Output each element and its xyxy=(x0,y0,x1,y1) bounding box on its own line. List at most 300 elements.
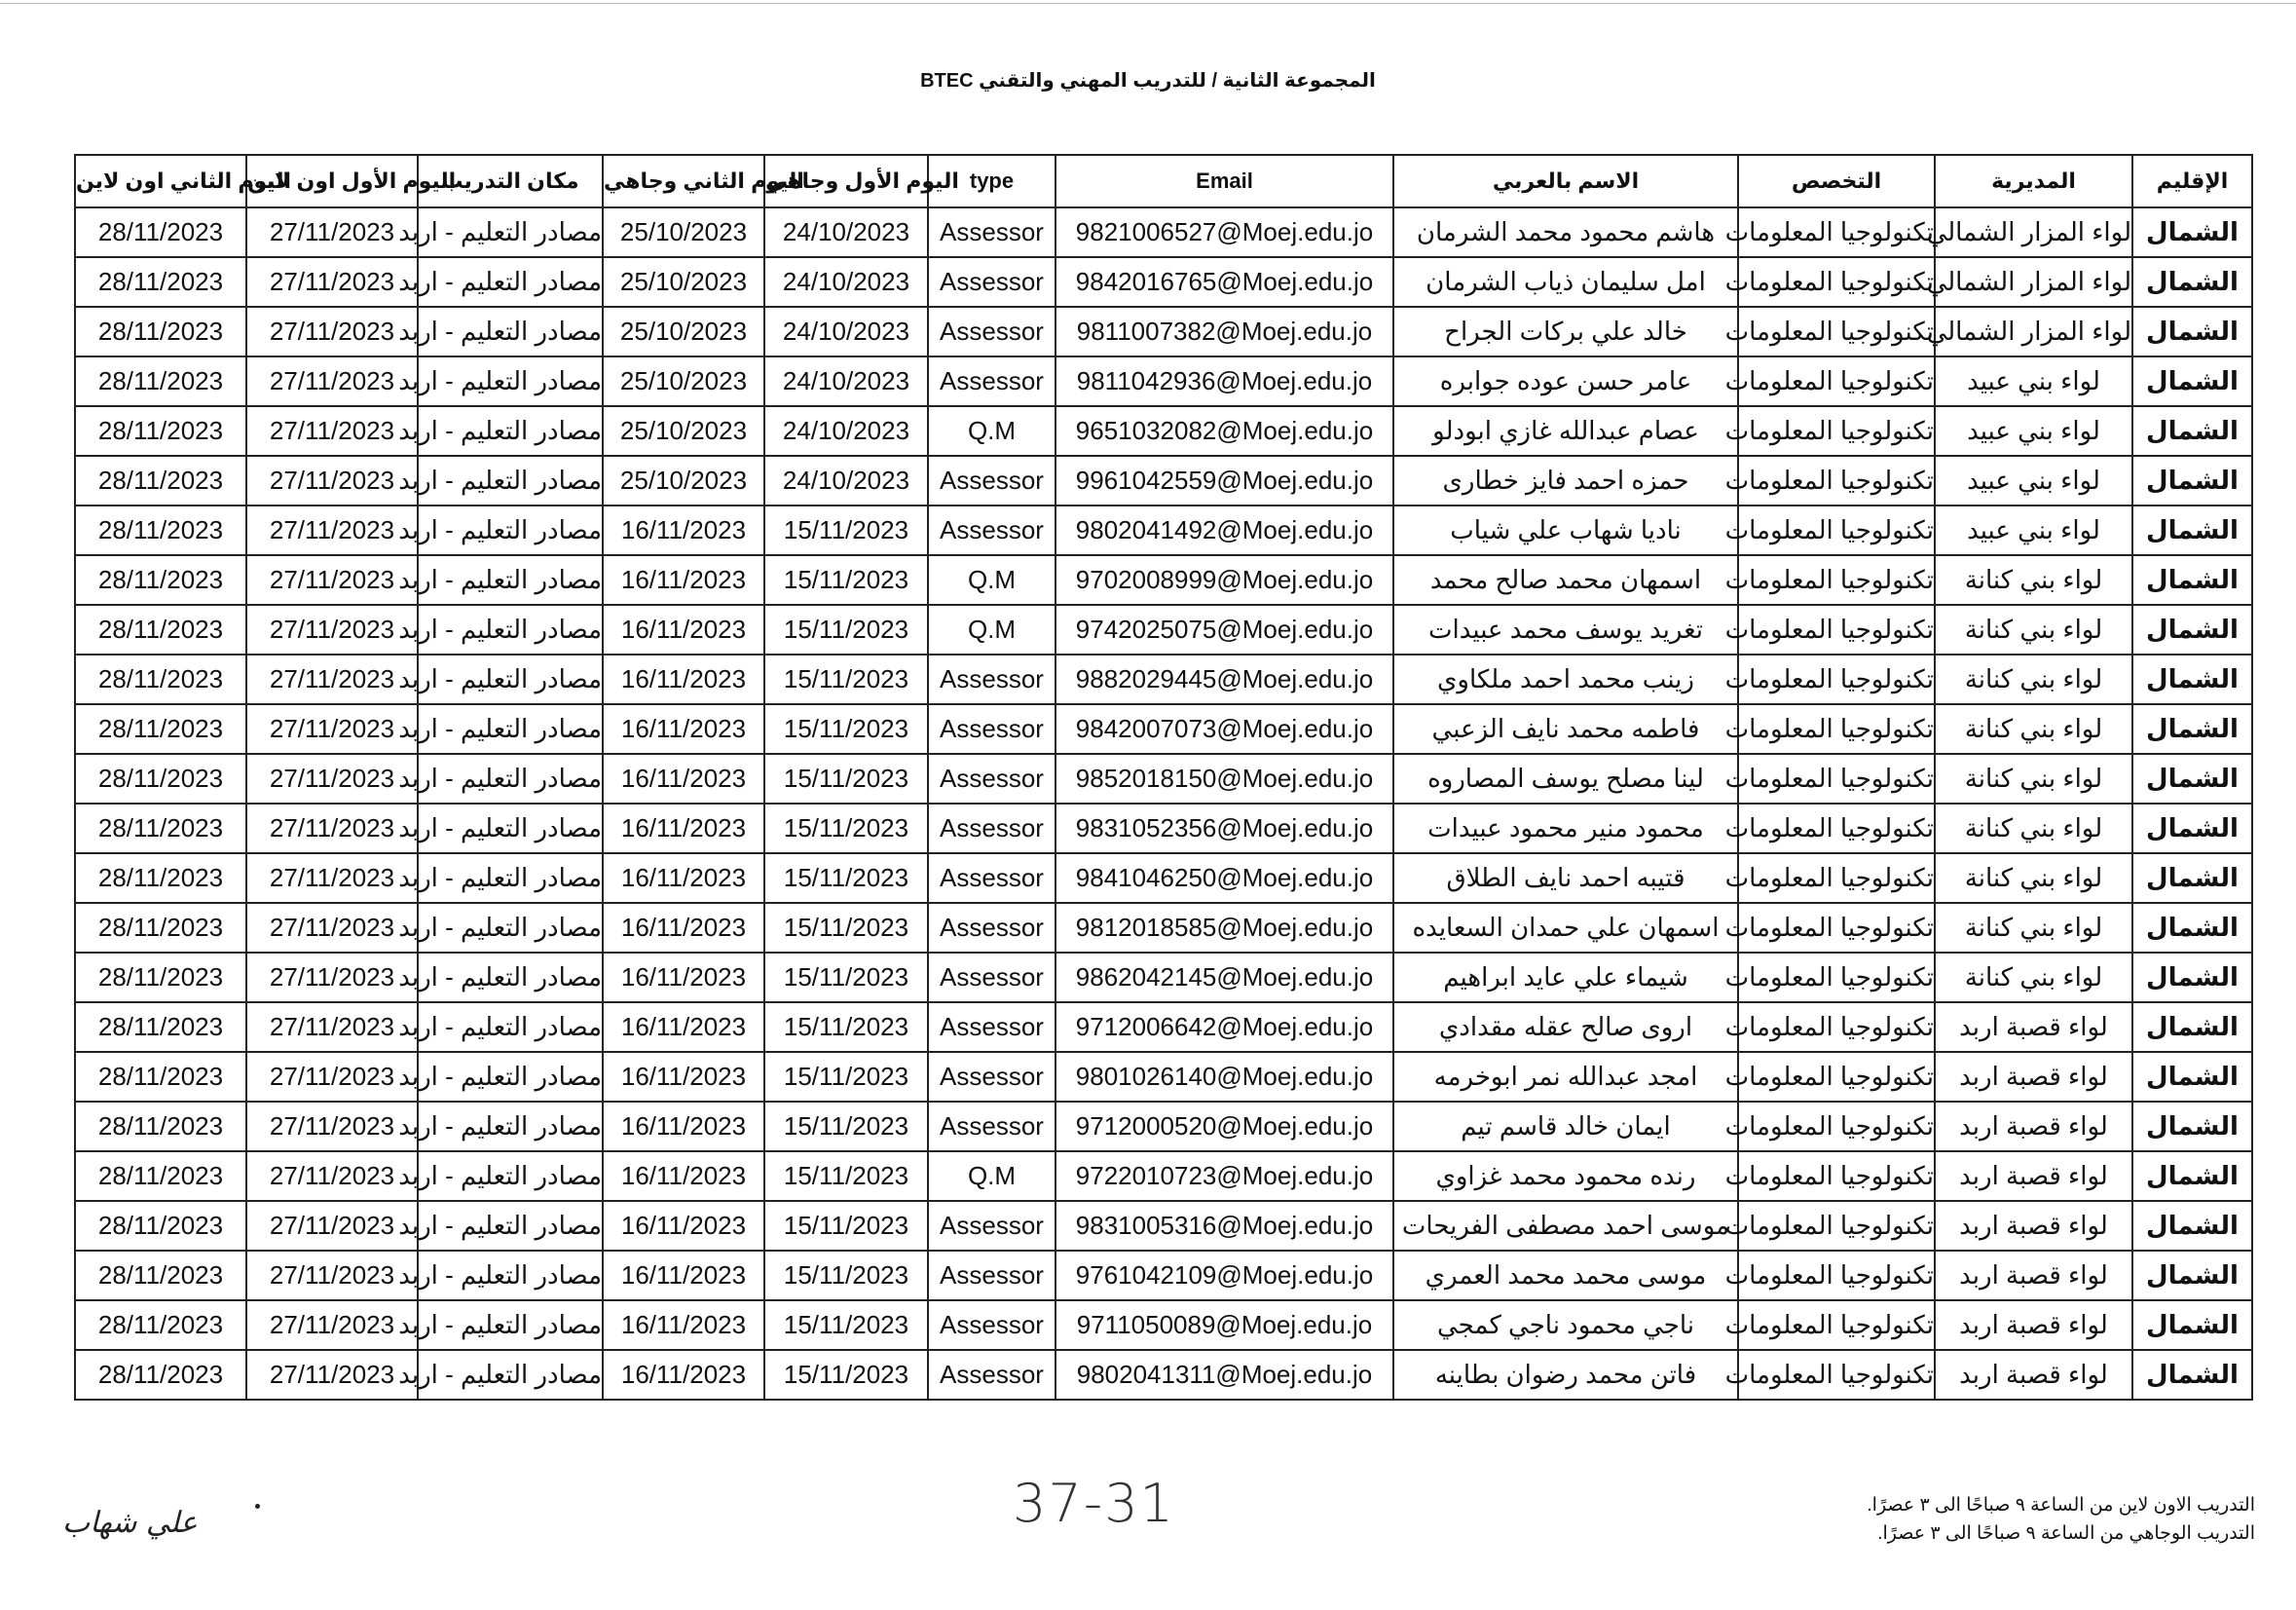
cell-specialty: تكنولوجيا المعلومات xyxy=(1738,456,1935,505)
cell-type: Q.M xyxy=(928,1151,1055,1201)
cell-day2-f2f: 16/11/2023 xyxy=(603,655,764,704)
table-row xyxy=(75,903,2252,953)
cell-type: Assessor xyxy=(928,505,1055,555)
table-row xyxy=(75,754,2252,804)
cell-day1-online: 27/11/2023 xyxy=(246,456,418,505)
cell-training-place: مصادر التعليم - اربد xyxy=(418,505,603,555)
cell-training-place: مصادر التعليم - اربد xyxy=(418,853,603,903)
cell-directorate: لواء بني كنانة xyxy=(1935,754,2132,804)
cell-day2-online: 28/11/2023 xyxy=(75,207,246,257)
cell-region: الشمال xyxy=(2132,953,2252,1002)
cell-directorate: لواء بني عبيد xyxy=(1935,406,2132,456)
cell-day1-f2f: 15/11/2023 xyxy=(764,953,928,1002)
cell-training-place: مصادر التعليم - اربد xyxy=(418,804,603,853)
cell-day2-f2f: 16/11/2023 xyxy=(603,605,764,655)
cell-day2-f2f: 25/10/2023 xyxy=(603,207,764,257)
cell-specialty: تكنولوجيا المعلومات xyxy=(1738,1300,1935,1350)
cell-arabic-name: اسمهان محمد صالح محمد xyxy=(1393,555,1738,605)
cell-day1-online: 27/11/2023 xyxy=(246,356,418,406)
cell-email: 9712000520@Moej.edu.jo xyxy=(1055,1102,1393,1151)
cell-arabic-name: امل سليمان ذياب الشرمان xyxy=(1393,257,1738,307)
cell-day2-online: 28/11/2023 xyxy=(75,456,246,505)
cell-email: 9842016765@Moej.edu.jo xyxy=(1055,257,1393,307)
cell-arabic-name: اروى صالح عقله مقدادي xyxy=(1393,1002,1738,1052)
cell-day1-f2f: 15/11/2023 xyxy=(764,754,928,804)
table-row xyxy=(75,605,2252,655)
table-row xyxy=(75,257,2252,307)
cell-type: Assessor xyxy=(928,903,1055,953)
cell-day1-online: 27/11/2023 xyxy=(246,307,418,356)
cell-specialty: تكنولوجيا المعلومات xyxy=(1738,704,1935,754)
table-row xyxy=(75,1151,2252,1201)
cell-type: Assessor xyxy=(928,1300,1055,1350)
cell-type: Assessor xyxy=(928,754,1055,804)
cell-region: الشمال xyxy=(2132,903,2252,953)
cell-day2-f2f: 16/11/2023 xyxy=(603,1002,764,1052)
cell-arabic-name: ناجي محمود ناجي كمجي xyxy=(1393,1300,1738,1350)
cell-email: 9841046250@Moej.edu.jo xyxy=(1055,853,1393,903)
cell-day2-f2f: 25/10/2023 xyxy=(603,356,764,406)
cell-day1-f2f: 24/10/2023 xyxy=(764,207,928,257)
cell-type: Q.M xyxy=(928,555,1055,605)
cell-specialty: تكنولوجيا المعلومات xyxy=(1738,903,1935,953)
cell-day1-f2f: 15/11/2023 xyxy=(764,1201,928,1251)
header-arabic-name: الاسم بالعربي xyxy=(1393,155,1738,207)
cell-specialty: تكنولوجيا المعلومات xyxy=(1738,853,1935,903)
cell-region: الشمال xyxy=(2132,555,2252,605)
cell-directorate: لواء بني عبيد xyxy=(1935,505,2132,555)
table-row xyxy=(75,1300,2252,1350)
cell-day2-online: 28/11/2023 xyxy=(75,605,246,655)
cell-directorate: لواء قصبة اربد xyxy=(1935,1350,2132,1400)
cell-training-place: مصادر التعليم - اربد xyxy=(418,1151,603,1201)
cell-training-place: مصادر التعليم - اربد xyxy=(418,456,603,505)
handwritten-page-number: 37-31 xyxy=(1013,1473,1175,1534)
header-day2-f2f: اليوم الثاني وجاهي xyxy=(603,155,764,207)
cell-specialty: تكنولوجيا المعلومات xyxy=(1738,1350,1935,1400)
cell-arabic-name: فاطمه محمد نايف الزعبي xyxy=(1393,704,1738,754)
table-row xyxy=(75,505,2252,555)
cell-training-place: مصادر التعليم - اربد xyxy=(418,754,603,804)
cell-day1-f2f: 15/11/2023 xyxy=(764,1300,928,1350)
cell-day2-online: 28/11/2023 xyxy=(75,903,246,953)
table-row xyxy=(75,555,2252,605)
cell-arabic-name: رنده محمود محمد غزاوي xyxy=(1393,1151,1738,1201)
cell-directorate: لواء بني كنانة xyxy=(1935,853,2132,903)
cell-day2-online: 28/11/2023 xyxy=(75,754,246,804)
cell-email: 9882029445@Moej.edu.jo xyxy=(1055,655,1393,704)
cell-training-place: مصادر التعليم - اربد xyxy=(418,655,603,704)
table-row xyxy=(75,655,2252,704)
cell-day2-online: 28/11/2023 xyxy=(75,406,246,456)
cell-directorate: لواء قصبة اربد xyxy=(1935,1102,2132,1151)
cell-directorate: لواء بني كنانة xyxy=(1935,605,2132,655)
cell-region: الشمال xyxy=(2132,406,2252,456)
cell-training-place: مصادر التعليم - اربد xyxy=(418,1300,603,1350)
cell-day1-f2f: 15/11/2023 xyxy=(764,1102,928,1151)
cell-day2-online: 28/11/2023 xyxy=(75,257,246,307)
cell-specialty: تكنولوجيا المعلومات xyxy=(1738,307,1935,356)
cell-day1-f2f: 24/10/2023 xyxy=(764,356,928,406)
handwritten-signature: علي شهاب xyxy=(62,1506,198,1540)
cell-training-place: مصادر التعليم - اربد xyxy=(418,1201,603,1251)
cell-email: 9722010723@Moej.edu.jo xyxy=(1055,1151,1393,1201)
cell-day1-f2f: 15/11/2023 xyxy=(764,505,928,555)
cell-specialty: تكنولوجيا المعلومات xyxy=(1738,505,1935,555)
cell-day2-online: 28/11/2023 xyxy=(75,1201,246,1251)
header-directorate: المديرية xyxy=(1935,155,2132,207)
cell-day1-f2f: 15/11/2023 xyxy=(764,1151,928,1201)
table-row xyxy=(75,1350,2252,1400)
cell-day1-f2f: 15/11/2023 xyxy=(764,1052,928,1102)
cell-arabic-name: امجد عبدالله نمر ابوخرمه xyxy=(1393,1052,1738,1102)
cell-day1-f2f: 15/11/2023 xyxy=(764,1002,928,1052)
cell-day2-online: 28/11/2023 xyxy=(75,804,246,853)
cell-type: Assessor xyxy=(928,804,1055,853)
cell-type: Q.M xyxy=(928,406,1055,456)
cell-region: الشمال xyxy=(2132,1251,2252,1300)
cell-email: 9862042145@Moej.edu.jo xyxy=(1055,953,1393,1002)
cell-type: Assessor xyxy=(928,1052,1055,1102)
cell-day1-online: 27/11/2023 xyxy=(246,754,418,804)
cell-specialty: تكنولوجيا المعلومات xyxy=(1738,953,1935,1002)
cell-specialty: تكنولوجيا المعلومات xyxy=(1738,1102,1935,1151)
cell-day1-f2f: 15/11/2023 xyxy=(764,804,928,853)
cell-type: Assessor xyxy=(928,257,1055,307)
cell-region: الشمال xyxy=(2132,1151,2252,1201)
cell-arabic-name: حمزه احمد فايز خطارى xyxy=(1393,456,1738,505)
cell-directorate: لواء قصبة اربد xyxy=(1935,1151,2132,1201)
cell-directorate: لواء قصبة اربد xyxy=(1935,1300,2132,1350)
cell-email: 9651032082@Moej.edu.jo xyxy=(1055,406,1393,456)
cell-arabic-name: موسى احمد مصطفى الفريحات xyxy=(1393,1201,1738,1251)
trainees-table xyxy=(74,154,2253,1401)
cell-region: الشمال xyxy=(2132,853,2252,903)
cell-day1-f2f: 24/10/2023 xyxy=(764,406,928,456)
cell-type: Assessor xyxy=(928,704,1055,754)
cell-region: الشمال xyxy=(2132,356,2252,406)
cell-training-place: مصادر التعليم - اربد xyxy=(418,406,603,456)
cell-arabic-name: اسمهان علي حمدان السعايده xyxy=(1393,903,1738,953)
cell-specialty: تكنولوجيا المعلومات xyxy=(1738,257,1935,307)
cell-region: الشمال xyxy=(2132,1300,2252,1350)
table-row xyxy=(75,1201,2252,1251)
cell-arabic-name: خالد علي بركات الجراح xyxy=(1393,307,1738,356)
cell-day1-online: 27/11/2023 xyxy=(246,1201,418,1251)
page-title: المجموعة الثانية / للتدريب المهني والتقني BTEC xyxy=(920,70,1376,92)
cell-type: Assessor xyxy=(928,655,1055,704)
cell-day2-online: 28/11/2023 xyxy=(75,953,246,1002)
cell-day2-f2f: 16/11/2023 xyxy=(603,704,764,754)
cell-day2-online: 28/11/2023 xyxy=(75,704,246,754)
cell-training-place: مصادر التعليم - اربد xyxy=(418,605,603,655)
cell-directorate: لواء بني عبيد xyxy=(1935,356,2132,406)
cell-day2-f2f: 16/11/2023 xyxy=(603,555,764,605)
cell-type: Assessor xyxy=(928,1002,1055,1052)
cell-directorate: لواء قصبة اربد xyxy=(1935,1201,2132,1251)
cell-region: الشمال xyxy=(2132,456,2252,505)
cell-training-place: مصادر التعليم - اربد xyxy=(418,953,603,1002)
ink-dot xyxy=(255,1504,260,1509)
cell-day1-online: 27/11/2023 xyxy=(246,853,418,903)
cell-specialty: تكنولوجيا المعلومات xyxy=(1738,356,1935,406)
cell-directorate: لواء المزار الشمالي xyxy=(1935,207,2132,257)
cell-email: 9742025075@Moej.edu.jo xyxy=(1055,605,1393,655)
cell-day2-f2f: 16/11/2023 xyxy=(603,1102,764,1151)
cell-arabic-name: قتيبه احمد نايف الطلاق xyxy=(1393,853,1738,903)
cell-day1-f2f: 15/11/2023 xyxy=(764,704,928,754)
cell-training-place: مصادر التعليم - اربد xyxy=(418,1251,603,1300)
top-edge-line xyxy=(0,3,2296,4)
cell-email: 9821006527@Moej.edu.jo xyxy=(1055,207,1393,257)
cell-email: 9811042936@Moej.edu.jo xyxy=(1055,356,1393,406)
cell-day1-online: 27/11/2023 xyxy=(246,207,418,257)
cell-day1-online: 27/11/2023 xyxy=(246,1251,418,1300)
cell-region: الشمال xyxy=(2132,1002,2252,1052)
cell-training-place: مصادر التعليم - اربد xyxy=(418,257,603,307)
header-email: Email xyxy=(1055,155,1393,207)
cell-specialty: تكنولوجيا المعلومات xyxy=(1738,1052,1935,1102)
cell-email: 9711050089@Moej.edu.jo xyxy=(1055,1300,1393,1350)
cell-training-place: مصادر التعليم - اربد xyxy=(418,356,603,406)
cell-day2-f2f: 16/11/2023 xyxy=(603,1201,764,1251)
cell-arabic-name: فاتن محمد رضوان بطاينه xyxy=(1393,1350,1738,1400)
cell-directorate: لواء بني كنانة xyxy=(1935,704,2132,754)
cell-arabic-name: موسى محمد محمد العمري xyxy=(1393,1251,1738,1300)
cell-day2-f2f: 16/11/2023 xyxy=(603,853,764,903)
cell-training-place: مصادر التعليم - اربد xyxy=(418,1102,603,1151)
cell-email: 9852018150@Moej.edu.jo xyxy=(1055,754,1393,804)
table-body xyxy=(75,207,2252,1400)
cell-type: Q.M xyxy=(928,605,1055,655)
cell-type: Assessor xyxy=(928,356,1055,406)
cell-arabic-name: عامر حسن عوده جوابره xyxy=(1393,356,1738,406)
cell-email: 9811007382@Moej.edu.jo xyxy=(1055,307,1393,356)
cell-email: 9831005316@Moej.edu.jo xyxy=(1055,1201,1393,1251)
cell-specialty: تكنولوجيا المعلومات xyxy=(1738,655,1935,704)
cell-email: 9761042109@Moej.edu.jo xyxy=(1055,1251,1393,1300)
table-row xyxy=(75,356,2252,406)
table-row xyxy=(75,406,2252,456)
cell-day2-f2f: 25/10/2023 xyxy=(603,257,764,307)
cell-specialty: تكنولوجيا المعلومات xyxy=(1738,406,1935,456)
cell-day1-online: 27/11/2023 xyxy=(246,1102,418,1151)
cell-day2-online: 28/11/2023 xyxy=(75,1300,246,1350)
f2f-training-note: التدريب الوجاهي من الساعة ٩ صباحًا الى ٣ عصرًا. xyxy=(1877,1523,2255,1544)
cell-type: Assessor xyxy=(928,307,1055,356)
cell-arabic-name: ايمان خالد قاسم تيم xyxy=(1393,1102,1738,1151)
cell-day1-online: 27/11/2023 xyxy=(246,406,418,456)
cell-email: 9802041311@Moej.edu.jo xyxy=(1055,1350,1393,1400)
cell-day1-f2f: 15/11/2023 xyxy=(764,605,928,655)
cell-day2-f2f: 16/11/2023 xyxy=(603,754,764,804)
cell-region: الشمال xyxy=(2132,207,2252,257)
cell-email: 9842007073@Moej.edu.jo xyxy=(1055,704,1393,754)
cell-training-place: مصادر التعليم - اربد xyxy=(418,1052,603,1102)
header-specialty: التخصص xyxy=(1738,155,1935,207)
cell-training-place: مصادر التعليم - اربد xyxy=(418,307,603,356)
cell-region: الشمال xyxy=(2132,1350,2252,1400)
cell-directorate: لواء قصبة اربد xyxy=(1935,1251,2132,1300)
cell-day2-online: 28/11/2023 xyxy=(75,1350,246,1400)
table-row xyxy=(75,1002,2252,1052)
cell-day2-online: 28/11/2023 xyxy=(75,1251,246,1300)
cell-day1-online: 27/11/2023 xyxy=(246,605,418,655)
cell-type: Assessor xyxy=(928,456,1055,505)
cell-training-place: مصادر التعليم - اربد xyxy=(418,704,603,754)
cell-region: الشمال xyxy=(2132,257,2252,307)
cell-directorate: لواء بني عبيد xyxy=(1935,456,2132,505)
header-type: type xyxy=(928,155,1055,207)
cell-training-place: مصادر التعليم - اربد xyxy=(418,1002,603,1052)
cell-type: Assessor xyxy=(928,853,1055,903)
cell-region: الشمال xyxy=(2132,804,2252,853)
cell-region: الشمال xyxy=(2132,1052,2252,1102)
cell-day2-online: 28/11/2023 xyxy=(75,1052,246,1102)
cell-day1-online: 27/11/2023 xyxy=(246,1350,418,1400)
cell-directorate: لواء المزار الشمالي xyxy=(1935,257,2132,307)
table-row xyxy=(75,456,2252,505)
cell-day1-f2f: 15/11/2023 xyxy=(764,903,928,953)
cell-specialty: تكنولوجيا المعلومات xyxy=(1738,1151,1935,1201)
cell-region: الشمال xyxy=(2132,754,2252,804)
cell-day1-f2f: 15/11/2023 xyxy=(764,853,928,903)
cell-type: Assessor xyxy=(928,207,1055,257)
cell-arabic-name: تغريد يوسف محمد عبيدات xyxy=(1393,605,1738,655)
cell-day2-f2f: 16/11/2023 xyxy=(603,1052,764,1102)
cell-arabic-name: شيماء علي عايد ابراهيم xyxy=(1393,953,1738,1002)
table-header-row xyxy=(75,155,2252,207)
cell-day2-online: 28/11/2023 xyxy=(75,505,246,555)
cell-region: الشمال xyxy=(2132,1201,2252,1251)
table-row xyxy=(75,804,2252,853)
cell-type: Assessor xyxy=(928,1201,1055,1251)
cell-day1-online: 27/11/2023 xyxy=(246,555,418,605)
cell-day1-f2f: 24/10/2023 xyxy=(764,456,928,505)
cell-day1-online: 27/11/2023 xyxy=(246,505,418,555)
cell-directorate: لواء بني كنانة xyxy=(1935,953,2132,1002)
cell-directorate: لواء بني كنانة xyxy=(1935,804,2132,853)
header-training-place: مكان التدريب xyxy=(418,155,603,207)
cell-day2-f2f: 16/11/2023 xyxy=(603,903,764,953)
cell-day1-online: 27/11/2023 xyxy=(246,1052,418,1102)
cell-type: Assessor xyxy=(928,1102,1055,1151)
cell-region: الشمال xyxy=(2132,704,2252,754)
cell-day1-f2f: 24/10/2023 xyxy=(764,257,928,307)
cell-day1-f2f: 15/11/2023 xyxy=(764,655,928,704)
cell-arabic-name: لينا مصلح يوسف المصاروه xyxy=(1393,754,1738,804)
cell-email: 9712006642@Moej.edu.jo xyxy=(1055,1002,1393,1052)
cell-day2-online: 28/11/2023 xyxy=(75,655,246,704)
cell-day1-online: 27/11/2023 xyxy=(246,655,418,704)
cell-day2-f2f: 16/11/2023 xyxy=(603,1151,764,1201)
header-day2-online: اليوم الثاني اون لاين xyxy=(75,155,246,207)
cell-day2-f2f: 25/10/2023 xyxy=(603,307,764,356)
cell-email: 9831052356@Moej.edu.jo xyxy=(1055,804,1393,853)
cell-day2-f2f: 16/11/2023 xyxy=(603,953,764,1002)
cell-directorate: لواء المزار الشمالي xyxy=(1935,307,2132,356)
header-day1-online: اليوم الأول اون لاين xyxy=(246,155,418,207)
cell-training-place: مصادر التعليم - اربد xyxy=(418,1350,603,1400)
cell-region: الشمال xyxy=(2132,1102,2252,1151)
cell-day2-f2f: 16/11/2023 xyxy=(603,1251,764,1300)
cell-day2-online: 28/11/2023 xyxy=(75,307,246,356)
header-region: الإقليم xyxy=(2132,155,2252,207)
cell-specialty: تكنولوجيا المعلومات xyxy=(1738,754,1935,804)
cell-day1-online: 27/11/2023 xyxy=(246,1300,418,1350)
cell-specialty: تكنولوجيا المعلومات xyxy=(1738,207,1935,257)
cell-specialty: تكنولوجيا المعلومات xyxy=(1738,1251,1935,1300)
cell-training-place: مصادر التعليم - اربد xyxy=(418,903,603,953)
table-row xyxy=(75,1102,2252,1151)
table-row xyxy=(75,1251,2252,1300)
cell-day1-online: 27/11/2023 xyxy=(246,257,418,307)
table-row xyxy=(75,953,2252,1002)
cell-directorate: لواء بني كنانة xyxy=(1935,903,2132,953)
cell-day1-online: 27/11/2023 xyxy=(246,903,418,953)
cell-day1-online: 27/11/2023 xyxy=(246,804,418,853)
cell-day1-online: 27/11/2023 xyxy=(246,953,418,1002)
cell-region: الشمال xyxy=(2132,307,2252,356)
cell-directorate: لواء بني كنانة xyxy=(1935,655,2132,704)
cell-specialty: تكنولوجيا المعلومات xyxy=(1738,605,1935,655)
table-row xyxy=(75,704,2252,754)
cell-specialty: تكنولوجيا المعلومات xyxy=(1738,1201,1935,1251)
cell-training-place: مصادر التعليم - اربد xyxy=(418,555,603,605)
cell-day2-f2f: 25/10/2023 xyxy=(603,456,764,505)
cell-email: 9961042559@Moej.edu.jo xyxy=(1055,456,1393,505)
cell-training-place: مصادر التعليم - اربد xyxy=(418,207,603,257)
cell-day1-f2f: 15/11/2023 xyxy=(764,1251,928,1300)
cell-day1-f2f: 15/11/2023 xyxy=(764,1350,928,1400)
cell-type: Assessor xyxy=(928,1251,1055,1300)
table-row xyxy=(75,853,2252,903)
cell-arabic-name: زينب محمد احمد ملكاوي xyxy=(1393,655,1738,704)
cell-email: 9702008999@Moej.edu.jo xyxy=(1055,555,1393,605)
header-day1-f2f: اليوم الأول وجاهي xyxy=(764,155,928,207)
cell-day1-f2f: 15/11/2023 xyxy=(764,555,928,605)
cell-directorate: لواء قصبة اربد xyxy=(1935,1002,2132,1052)
cell-directorate: لواء قصبة اربد xyxy=(1935,1052,2132,1102)
cell-day2-f2f: 16/11/2023 xyxy=(603,804,764,853)
cell-arabic-name: عصام عبدالله غازي ابودلو xyxy=(1393,406,1738,456)
cell-type: Assessor xyxy=(928,1350,1055,1400)
cell-day1-f2f: 24/10/2023 xyxy=(764,307,928,356)
cell-directorate: لواء بني كنانة xyxy=(1935,555,2132,605)
cell-region: الشمال xyxy=(2132,505,2252,555)
cell-region: الشمال xyxy=(2132,655,2252,704)
cell-day2-f2f: 16/11/2023 xyxy=(603,505,764,555)
cell-day2-online: 28/11/2023 xyxy=(75,853,246,903)
cell-day2-online: 28/11/2023 xyxy=(75,1002,246,1052)
cell-day1-online: 27/11/2023 xyxy=(246,704,418,754)
cell-day2-online: 28/11/2023 xyxy=(75,555,246,605)
table-row xyxy=(75,207,2252,257)
cell-day2-online: 28/11/2023 xyxy=(75,356,246,406)
cell-day2-f2f: 25/10/2023 xyxy=(603,406,764,456)
online-training-note: التدريب الاون لاين من الساعة ٩ صباحًا الى ٣ عصرًا. xyxy=(1867,1495,2255,1516)
cell-email: 9802041492@Moej.edu.jo xyxy=(1055,505,1393,555)
cell-specialty: تكنولوجيا المعلومات xyxy=(1738,1002,1935,1052)
cell-day2-online: 28/11/2023 xyxy=(75,1102,246,1151)
cell-arabic-name: ناديا شهاب علي شياب xyxy=(1393,505,1738,555)
cell-day2-f2f: 16/11/2023 xyxy=(603,1350,764,1400)
cell-day1-online: 27/11/2023 xyxy=(246,1002,418,1052)
cell-region: الشمال xyxy=(2132,605,2252,655)
table-row xyxy=(75,307,2252,356)
cell-type: Assessor xyxy=(928,953,1055,1002)
cell-email: 9801026140@Moej.edu.jo xyxy=(1055,1052,1393,1102)
